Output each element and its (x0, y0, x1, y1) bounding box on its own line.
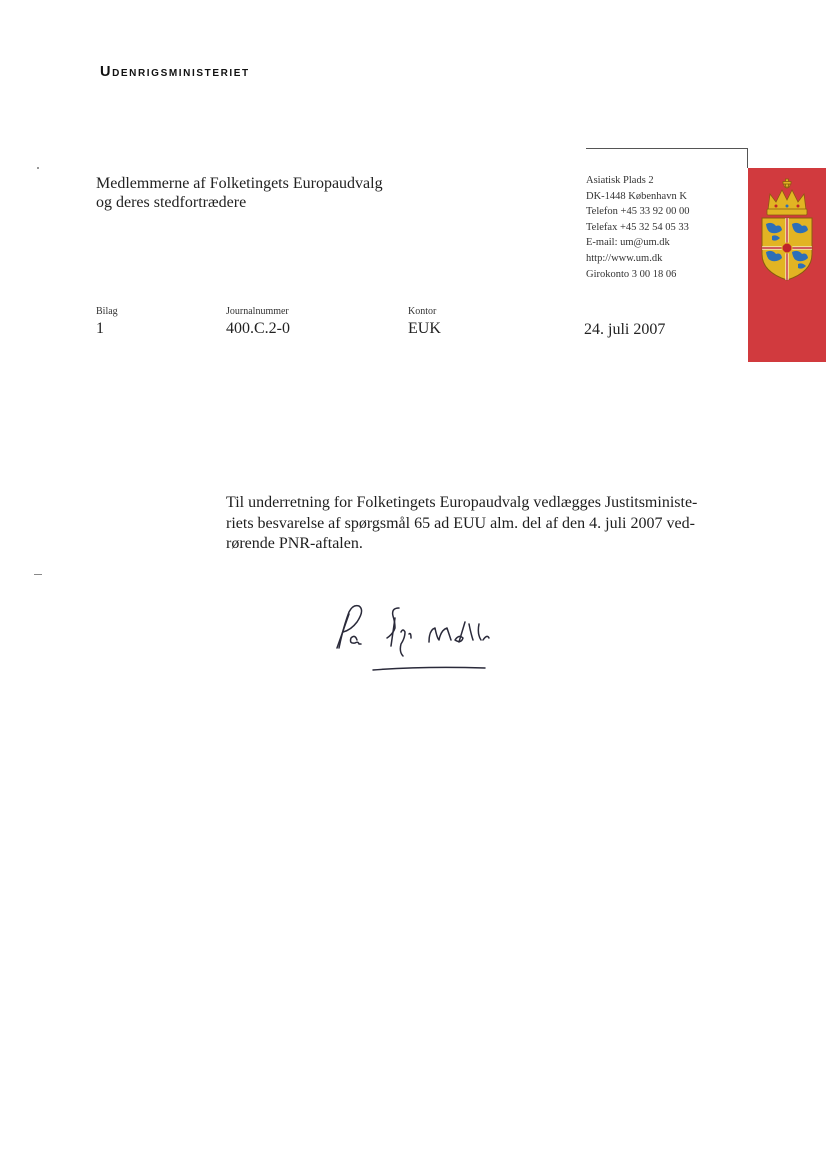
handwritten-signature (325, 594, 545, 684)
bilag-value: 1 (96, 320, 104, 337)
address-phone: Telefon +45 33 92 00 00 (586, 206, 690, 218)
red-band (748, 168, 826, 362)
recipient-line-2: og deres stedfortrædere (96, 194, 247, 211)
recipient-block (96, 174, 383, 212)
body-line-1: Til underretning for Folketingets Europaudvalg vedlægges Justitsministe- (226, 494, 698, 511)
kontor-value: EUK (408, 320, 441, 337)
body-line-2: riets besvarelse af spørgsmål 65 ad EUU alm. del af den 4. juli 2007 ved- (226, 514, 695, 532)
ministry-name: Udenrigsministeriet (100, 64, 250, 80)
address-web: http://www.um.dk (586, 252, 663, 264)
journal-label: Journalnummer (226, 306, 289, 317)
sender-address (586, 173, 689, 282)
scan-mark (34, 574, 42, 575)
address-street: Asiatisk Plads 2 (586, 175, 654, 186)
journal-value: 400.C.2-0 (226, 320, 290, 337)
address-rule-vertical (747, 148, 748, 168)
address-city: DK-1448 København K (586, 190, 687, 202)
letter-body (226, 493, 712, 555)
scan-dot (37, 167, 39, 169)
ministry-letterhead (100, 64, 250, 80)
kontor-label: Kontor (408, 306, 437, 317)
address-email: E-mail: um@um.dk (586, 237, 670, 249)
letter-date: 24. juli 2007 (584, 321, 666, 338)
body-line-3: rørende PNR-aftalen. (226, 535, 363, 552)
address-rule (586, 148, 748, 149)
bilag-label: Bilag (96, 306, 118, 317)
royal-coat-of-arms-icon (748, 176, 826, 286)
recipient-line-1: Medlemmerne af Folketingets Europaudvalg (96, 175, 383, 192)
address-fax: Telefax +45 32 54 05 33 (586, 221, 689, 233)
address-giro: Girokonto 3 00 18 06 (586, 268, 677, 280)
